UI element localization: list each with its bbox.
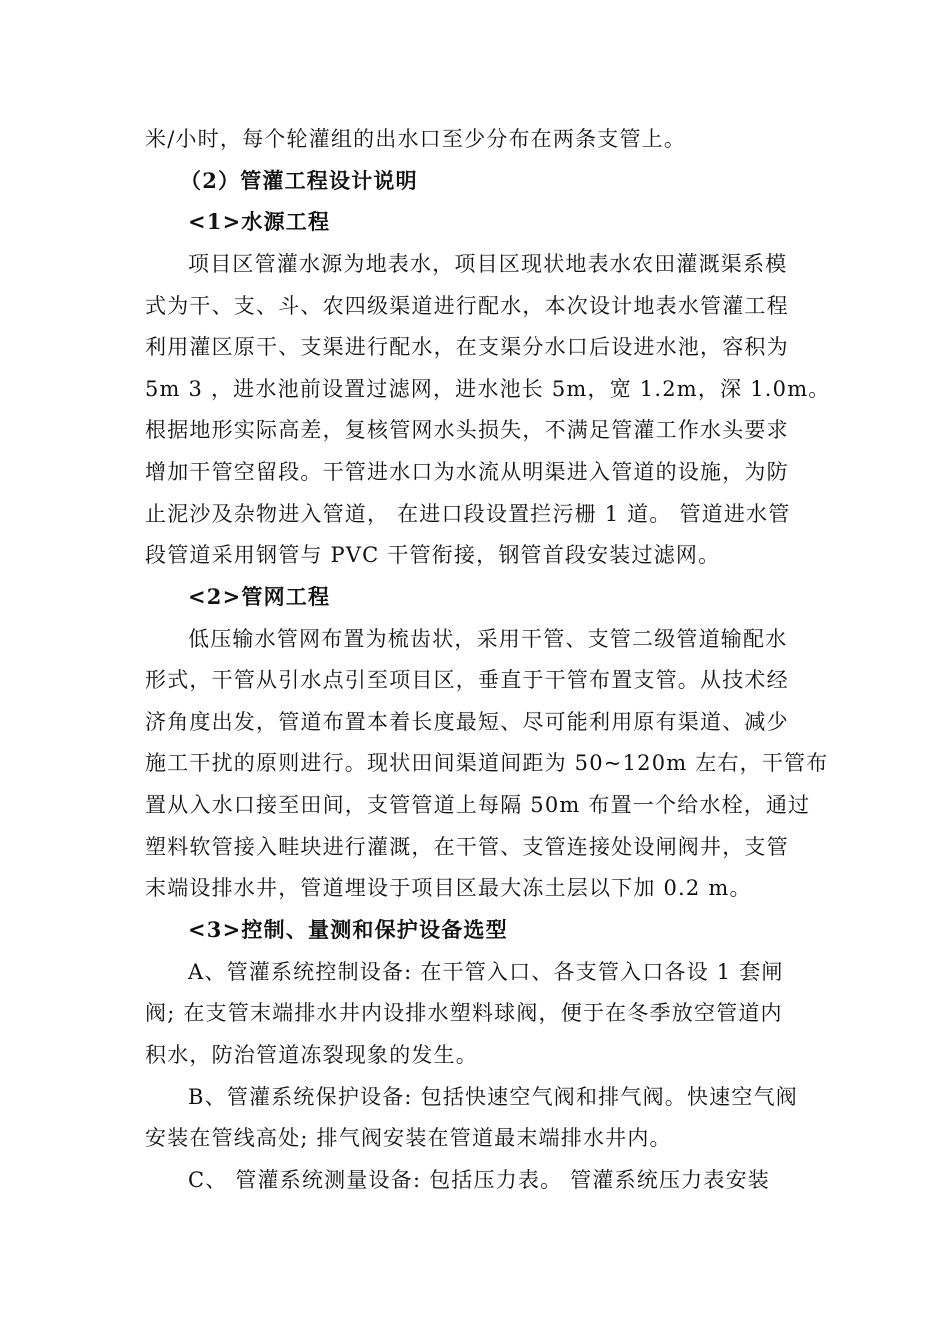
subsection-heading-equipment-selection: <3>控制、量测和保护设备选型 — [188, 917, 508, 942]
paragraph-line: 形式，干管从引水点引至项目区，垂直于干管布置支管。从技术经 — [145, 668, 789, 692]
paragraph-line: C、 管灌系统测量设备: 包括压力表。 管灌系统压力表安装 — [188, 1168, 770, 1192]
text-line-continuation: 米/小时，每个轮灌组的出水口至少分布在两条支管上。 — [145, 127, 687, 151]
paragraph-line: 项目区管灌水源为地表水，项目区现状地表水农田灌溉渠系模 — [188, 252, 788, 276]
paragraph-line: 根据地形实际高差，复核管网水头损失，不满足管灌工作水头要求 — [145, 418, 789, 442]
paragraph-line: 利用灌区原干、支渠进行配水，在支渠分水口后设进水池，容积为 — [145, 335, 789, 359]
paragraph-line: 施工干扰的原则进行。现状田间渠道间距为 50~120m 左右，干管布 — [145, 751, 829, 775]
paragraph-line: 增加干管空留段。干管进水口为水流从明渠进入管道的设施，为防 — [145, 460, 789, 484]
paragraph-line: 低压输水管网布置为梳齿状，采用干管、支管二级管道输配水 — [188, 627, 788, 651]
paragraph-line: 止泥沙及杂物进入管道， 在进口段设置拦污栅 1 道。 管道进水管 — [145, 502, 791, 526]
paragraph-line: 积水，防治管道冻裂现象的发生。 — [145, 1043, 478, 1067]
section-heading-pipe-irrigation-design: （2）管灌工程设计说明 — [180, 168, 418, 193]
paragraph-line: 段管道采用钢管与 PVC 干管衔接，钢管首段安装过滤网。 — [145, 543, 721, 567]
paragraph-line: 济角度出发，管道布置本着长度最短、尽可能利用原有渠道、减少 — [145, 710, 789, 734]
subsection-heading-water-source: <1>水源工程 — [188, 209, 331, 234]
paragraph-line: 阀; 在支管末端排水井内设排水塑料球阀，便于在冬季放空管道内 — [145, 1001, 783, 1025]
paragraph-line: 5m 3 ，进水池前设置过滤网，进水池长 5m，宽 1.2m，深 1.0m。 — [145, 377, 831, 401]
paragraph-line: 式为干、支、斗、农四级渠道进行配水，本次设计地表水管灌工程 — [145, 294, 789, 318]
paragraph-line: 塑料软管接入畦块进行灌溉，在干管、支管连接处设闸阀井，支管 — [145, 835, 789, 859]
paragraph-line: B、管灌系统保护设备: 包括快速空气阀和排气阀。快速空气阀 — [188, 1085, 798, 1109]
paragraph-line: A、管灌系统控制设备: 在干管入口、各支管入口各设 1 套闸 — [188, 960, 784, 984]
paragraph-line: 安装在管线高处; 排气阀安装在管道最末端排水井内。 — [145, 1126, 672, 1150]
paragraph-line: 末端设排水井，管道埋设于项目区最大冻土层以下加 0.2 m。 — [145, 876, 752, 900]
paragraph-line: 置从入水口接至田间，支管管道上每隔 50m 布置一个给水栓，通过 — [145, 793, 811, 817]
subsection-heading-pipe-network: <2>管网工程 — [188, 584, 331, 609]
